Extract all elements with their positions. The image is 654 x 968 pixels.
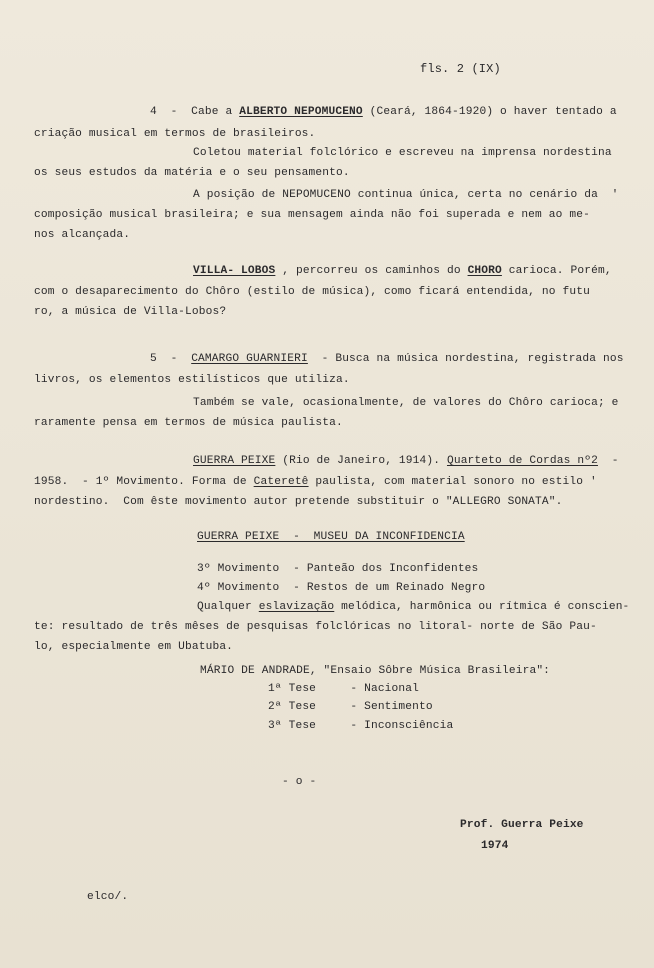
choro-word: CHORO (467, 265, 502, 277)
tese-1: 1ª Tese - Nacional (268, 683, 419, 695)
movement-3: 3º Movimento - Panteão dos Inconfidentes (197, 563, 479, 575)
p2-line-3: ro, a música de Villa-Lobos? (34, 306, 227, 318)
p4-line-1 (193, 454, 619, 468)
separator: - o - (282, 776, 317, 788)
p1-line-3: Coletou material folclórico e escreveu na imprensa nordestina (193, 147, 612, 159)
p1-line-1 (150, 105, 617, 119)
catarete-word: Cateretê (253, 476, 309, 488)
p5-line-1-a: Qualquer (197, 601, 259, 613)
movement-4: 4º Movimento - Restos de um Reinado Negro (197, 582, 486, 594)
p3-line-2: livros, os elementos estilísticos que utiliza. (34, 374, 350, 386)
p1-line-1-a: 4 - Cabe a (150, 106, 240, 118)
p2-line-1 (193, 264, 612, 278)
p5-line-1 (197, 600, 629, 614)
p1-line-5: A posição de NEPOMUCENO continua única, certa no cenário da ' (193, 189, 619, 201)
p2-line-1-a: , percorreu os caminhos do (275, 265, 468, 277)
p1-line-7: nos alcançada. (34, 229, 131, 241)
p5-line-3: lo, especialmente em Ubatuba. (34, 641, 234, 653)
p2-line-2: com o desaparecimento do Chôro (estilo de música), como ficará entendida, no futu (34, 286, 590, 298)
p4-line-3: nordestino. Com êste movimento autor pretende substituir o "ALLEGRO SONATA". (34, 496, 563, 508)
andrade-title: MÁRIO DE ANDRADE, "Ensaio Sôbre Música Brasileira": (200, 665, 551, 677)
footer-initials: elco/. (87, 891, 129, 903)
p1-line-2: criação musical em termos de brasileiros. (34, 128, 316, 140)
p1-line-6: composição musical brasileira; e sua mensagem ainda não foi superada e nem ao me- (34, 209, 590, 221)
p3-line-1-a: 5 - (150, 353, 192, 365)
p3-line-1 (150, 352, 624, 366)
villa-lobos-name: VILLA- LOBOS (193, 265, 276, 277)
p3-line-4: raramente pensa em termos de música paulista. (34, 417, 343, 429)
guerra-peixe-name: GUERRA PEIXE (193, 455, 276, 467)
museu-heading: GUERRA PEIXE - MUSEU DA INCONFIDENCIA (197, 531, 465, 543)
tese-3: 3ª Tese - Inconsciência (268, 720, 454, 732)
p4-line-1-a: (Rio de Janeiro, 1914). (275, 455, 447, 467)
p5-line-1-b: melódica, harmônica ou rítmica é conscien- (334, 601, 630, 613)
p4-line-1-b: - (597, 455, 619, 467)
folio-number: fls. 2 (IX) (420, 62, 501, 76)
p5-line-2: te: resultado de três mêses de pesquisas folclóricas no litoral- norte de São Pau- (34, 621, 597, 633)
p4-line-2 (34, 475, 597, 489)
nepomuceno-name: ALBERTO NEPOMUCENO (239, 106, 363, 118)
p4-line-2-a: 1958. - 1º Movimento. Forma de (34, 476, 254, 488)
quarteto-title: Quarteto de Cordas nº2 (446, 455, 598, 467)
eslavizacao-word: eslavização (258, 601, 335, 613)
tese-2: 2ª Tese - Sentimento (268, 701, 433, 713)
p3-line-1-b: - Busca na música nordestina, registrada nos (307, 353, 624, 365)
p4-line-2-b: paulista, com material sonoro no estilo ' (308, 476, 597, 488)
p1-line-4: os seus estudos da matéria e o seu pensamento. (34, 167, 350, 179)
p1-line-1-b: (Ceará, 1864-1920) o haver tentado a (362, 106, 617, 118)
signature-year: 1974 (481, 840, 509, 852)
p3-line-3: Também se vale, ocasionalmente, de valores do Chôro carioca; e (193, 397, 619, 409)
guarnieri-name: CAMARGO GUARNIERI (191, 353, 308, 365)
p2-line-1-b: carioca. Porém, (501, 265, 612, 277)
signature-name: Prof. Guerra Peixe (460, 819, 584, 831)
